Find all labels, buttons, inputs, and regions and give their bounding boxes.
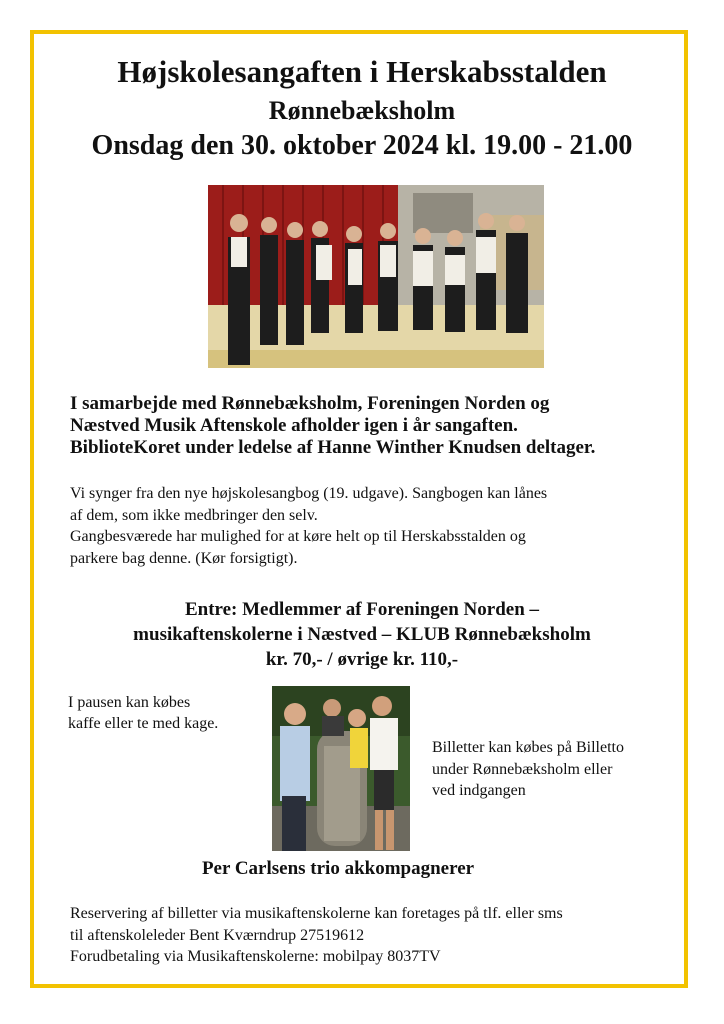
info-line: parkere bag denne. (Kør forsigtigt). xyxy=(70,549,298,567)
intro-line: I samarbejde med Rønnebæksholm, Foreningen Norden og xyxy=(70,393,550,414)
info-line: Vi synger fra den nye højskolesangbog (19. udgave). Sangbogen kan lånes xyxy=(70,485,548,502)
trio-caption: Per Carlsens trio akkompagnerer xyxy=(201,858,475,879)
info-text xyxy=(70,483,650,569)
choir-photo xyxy=(208,185,544,368)
intro-text xyxy=(70,393,710,459)
entry-line: kr. 70,- / øvrige kr. 110,- xyxy=(265,649,459,670)
reservation-line: Reservering af billetter via musikaftenskolerne kan foretages på tlf. eller sms xyxy=(70,905,563,922)
reservation-info xyxy=(70,903,690,968)
ticket-line: under Rønnebæksholm eller xyxy=(432,760,613,778)
entry-line: musikaftenskolerne i Næstved – KLUB Rønnebæksholm xyxy=(133,624,591,645)
entry-line: Entre: Medlemmer af Foreningen Norden – xyxy=(184,599,540,620)
poster-date-time: Onsdag den 30. oktober 2024 kl. 19.00 - 21.00 xyxy=(91,130,633,161)
reservation-line: Forudbetaling via Musikaftenskolerne: mobilpay 8037TV xyxy=(70,948,441,965)
info-line: Gangbesværede har mulighed for at køre helt op til Herskabsstalden og xyxy=(70,528,526,545)
ticket-line: Billetter kan købes på Billetto xyxy=(432,739,624,756)
trio-photo xyxy=(272,686,410,851)
pause-line: I pausen kan købes xyxy=(68,694,191,711)
info-line: af dem, som ikke medbringer den selv. xyxy=(70,506,318,524)
entry-price-block xyxy=(40,597,684,672)
intro-line: Næstved Musik Aftenskole afholder igen i år sangaften. xyxy=(70,415,518,436)
reservation-line: til aftenskoleleder Bent Kværndrup 27519612 xyxy=(70,926,365,944)
ticket-line: ved indgangen xyxy=(432,782,526,799)
pause-line: kaffe eller te med kage. xyxy=(68,715,219,732)
poster-location: Rønnebæksholm xyxy=(268,96,456,125)
poster-title: Højskolesangaften i Herskabsstalden xyxy=(117,54,607,89)
intro-line: BiblioteKoret under ledelse af Hanne Winther Knudsen deltager. xyxy=(70,437,596,458)
pause-text xyxy=(68,692,268,734)
ticket-info xyxy=(432,737,682,802)
